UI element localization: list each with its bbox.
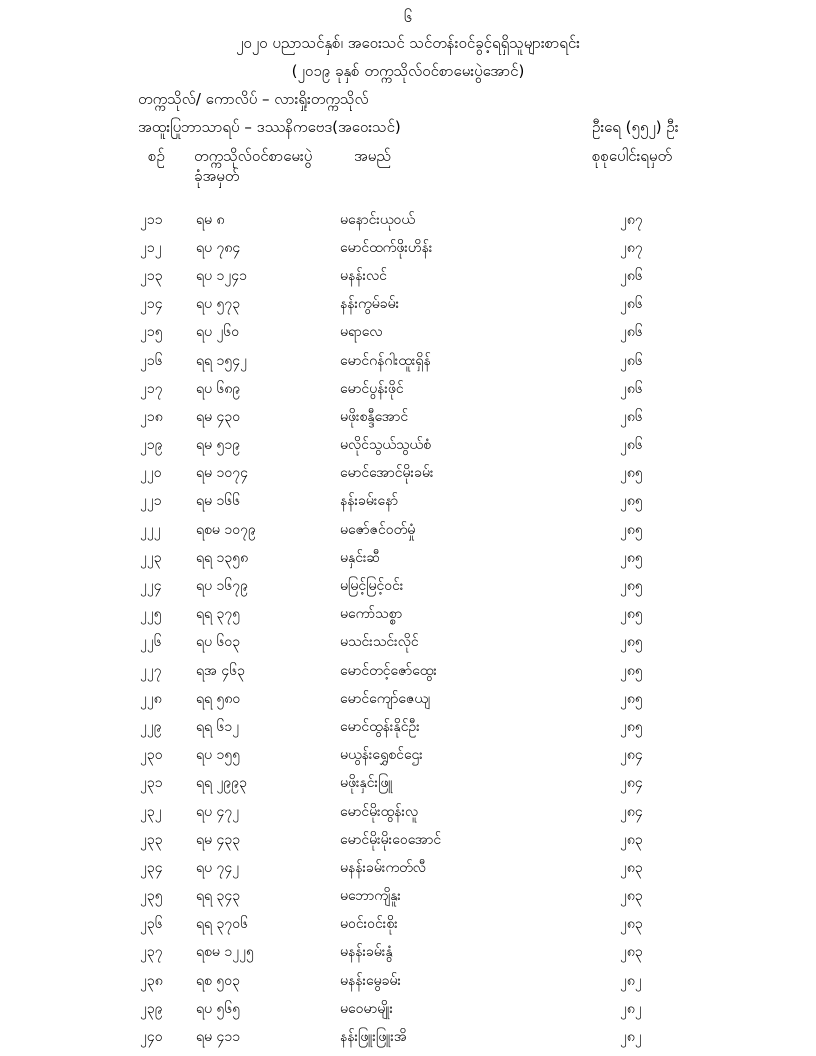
row-number: ၂၃၁ [140, 775, 163, 792]
total-marks: ၂၈၄ [620, 803, 643, 820]
table-row [140, 234, 680, 262]
total-marks: ၂၈၅ [620, 606, 643, 623]
student-name: မဖိုးစန္ဒီအောင် [340, 408, 409, 425]
department-label: အထူးပြုဘာသာရပ် – ဒဿနိကဗေဒ(အဝေးသင်) [138, 118, 401, 136]
table-row [140, 432, 680, 460]
student-name: မမြင့်မြင့်ဝင်း [340, 578, 404, 595]
column-header-no: စဉ် [148, 147, 165, 165]
total-marks: ၂၈၂ [620, 1029, 642, 1046]
table-row [140, 516, 680, 544]
row-number: ၂၁၂ [140, 239, 162, 256]
row-number: ၂၂၈ [140, 690, 162, 707]
table-row [140, 1023, 680, 1051]
total-marks: ၂၈၆ [620, 296, 643, 313]
roll-number: ရပ ၇၈၄ [196, 239, 241, 256]
roll-number: ရပ ၅၆၅ [196, 1000, 241, 1017]
row-number: ၂၃၃ [140, 831, 163, 848]
total-marks: ၂၈၃ [620, 916, 643, 933]
total-marks: ၂၈၆ [620, 380, 643, 397]
table-row [140, 460, 680, 488]
row-number: ၂၂၀ [140, 465, 162, 482]
table-row [140, 572, 680, 600]
student-name: မောင်ထွန်းနိုင်ဦး [340, 718, 420, 735]
roll-number: ရပ ၆၈၉ [196, 380, 241, 397]
total-marks: ၂၈၅ [620, 662, 643, 679]
column-header-marks: စုစုပေါင်းရမှတ် [592, 147, 673, 165]
row-number: ၂၁၆ [140, 352, 163, 369]
total-marks: ၂၈၇ [620, 239, 643, 256]
student-name: မယွန်းရွှေစင်ဌေး [340, 747, 423, 764]
roll-number: ရမ ၈ [196, 211, 225, 228]
total-marks: ၂၈၆ [620, 267, 643, 284]
roll-number: ရရ ၃၄၃ [196, 888, 241, 905]
row-number: ၂၁၁ [140, 211, 163, 228]
roll-number: ရစ ၅၀၃ [196, 972, 240, 989]
roll-number: ရပ ၄၇၂ [196, 803, 240, 820]
student-name: မောင်ပွန်းဖိုင် [340, 380, 404, 397]
row-number: ၂၁၅ [140, 324, 163, 341]
row-number: ၂၃၉ [140, 1000, 163, 1017]
roll-number: ရမ ၄၁၁ [196, 1029, 241, 1046]
table-row [140, 206, 680, 234]
total-marks: ၂၈၅ [620, 549, 643, 566]
document-title-year: (၂၀၁၉ ခုနှစ် တက္ကသိုလ်ဝင်စာမေးပွဲအောင်) [291, 62, 525, 80]
row-number: ၂၂၅ [140, 606, 162, 623]
row-number: ၂၂၂ [140, 521, 161, 538]
roll-number: ရရ ၃၇၀၆ [196, 916, 249, 933]
roll-number: ရပ ၁၅၅ [196, 747, 241, 764]
student-name: မဖိုးနှင်းဖြူ [340, 775, 393, 792]
student-name: နန်းခမ်းနော် [340, 493, 399, 510]
total-marks: ၂၈၆ [620, 352, 643, 369]
total-marks: ၂၈၅ [620, 690, 643, 707]
student-name: မဘောကျိနူး [340, 888, 401, 905]
student-name: မနန်းလင် [340, 267, 387, 284]
table-row [140, 911, 680, 939]
table-row [140, 967, 680, 995]
row-number: ၂၁၈ [140, 408, 163, 425]
table-row [140, 601, 680, 629]
roll-number: ရရ ၁၅၄၂ [196, 352, 248, 369]
roll-number: ရရ ၅၈၀ [196, 690, 241, 707]
row-number: ၂၁၄ [140, 296, 163, 313]
table-row [140, 544, 680, 572]
roll-number: ရစမ ၁၀၇၉ [196, 521, 256, 538]
table-row [140, 713, 680, 741]
table-row [140, 291, 680, 319]
total-marks: ၂၈၆ [620, 324, 643, 341]
total-marks: ၂၈၅ [620, 578, 643, 595]
student-name: မောင်ဂန်ဂါးထူးရှိန် [340, 352, 431, 369]
roll-number: ရမ ၅၁၉ [196, 437, 241, 454]
table-row [140, 319, 680, 347]
student-name: မလိုင်သွယ်သွယ်စံ [340, 437, 432, 454]
row-number: ၂၁၉ [140, 437, 163, 454]
row-number: ၂၂၄ [140, 578, 162, 595]
student-name: မနန်းမွေခမ်း [340, 972, 402, 989]
total-marks: ၂၈၃ [620, 859, 643, 876]
total-marks: ၂၈၅ [620, 521, 643, 538]
roll-number: ရမ ၁၆၆ [196, 493, 241, 510]
row-number: ၂၄၀ [140, 1029, 163, 1046]
roll-number: ရရ ၆၁၂ [196, 718, 240, 735]
row-number: ၂၂၆ [140, 634, 162, 651]
table-row [140, 375, 680, 403]
total-marks: ၂၈၂ [620, 1000, 642, 1017]
table-row [140, 488, 680, 516]
university-label: တက္ကသိုလ်/ ကောလိပ် – လားရှိုးတက္ကသိုလ် [138, 90, 369, 108]
row-number: ၂၃၇ [140, 944, 163, 961]
column-header-name: အမည် [354, 147, 391, 165]
total-marks: ၂၈၅ [620, 718, 643, 735]
table-row [140, 685, 680, 713]
roll-number: ရပ ၁၆၇၉ [196, 578, 248, 595]
student-name: မောင်ကျော်ဇေယျ [340, 690, 431, 707]
roll-number: ရပ ၇၄၂ [196, 859, 240, 876]
student-name: မောင်တင့်ဇော်ထွေး [340, 662, 437, 679]
column-header-roll: တက္ကသိုလ်ဝင်စာမေးပွဲ ခုံအမှတ် [194, 147, 313, 185]
student-name: မောင်မိုးထွန်းလူ [340, 803, 419, 820]
document-title: ၂၀၂၀ ပညာသင်နှစ်၊ အဝေးသင် သင်တန်းဝင်ခွင့်ရရှိသူများစာရင်း [236, 34, 580, 52]
row-number: ၂၃၅ [140, 888, 163, 905]
table-row [140, 347, 680, 375]
table-row [140, 262, 680, 290]
table-row [140, 629, 680, 657]
student-name: မနန်းခမ်းကတ်လီ [340, 859, 426, 876]
student-name: မောင်ထက်ဖိုးဟိန်း [340, 239, 433, 256]
total-marks: ၂၈၅ [620, 493, 643, 510]
total-marks: ၂၈၃ [620, 944, 643, 961]
row-number: ၂၂၇ [140, 662, 162, 679]
row-number: ၂၁၃ [140, 267, 163, 284]
student-name: မဝေမာမျိုး [340, 1000, 393, 1017]
row-number: ၂၃၂ [140, 803, 162, 820]
roll-number: ရမ ၁၀၇၄ [196, 465, 248, 482]
total-marks: ၂၈၂ [620, 972, 642, 989]
student-name: မနန်းခမ်းနွံ [340, 944, 393, 961]
table-row [140, 770, 680, 798]
results-table [140, 206, 680, 1052]
row-number: ၂၂၉ [140, 718, 162, 735]
student-name: မဇော်ဇင်ဝတ်မှုံ [340, 521, 416, 538]
student-name: မဝင်းဝင်းစိုး [340, 916, 398, 933]
results-table-body [140, 206, 680, 1052]
row-number: ၂၃၆ [140, 916, 163, 933]
row-number: ၂၂၁ [140, 493, 162, 510]
student-name: မောင်မိုးမိုးဝေအောင် [340, 831, 442, 848]
table-row [140, 403, 680, 431]
student-name: မရာလေ [340, 324, 383, 341]
roll-number: ရအ ၄၆၃ [196, 662, 245, 679]
student-name: မသင်းသင်းလိုင် [340, 634, 419, 651]
student-name: နန်းဖြူးဖြူးအိ [340, 1029, 407, 1046]
row-number: ၂၃၈ [140, 972, 163, 989]
table-row [140, 854, 680, 882]
roll-number: ရပ ၅၇၃ [196, 296, 241, 313]
student-name: မောင်အောင်မိုးခမ်း [340, 465, 434, 482]
total-marks: ၂၈၄ [620, 747, 643, 764]
table-row [140, 798, 680, 826]
table-row [140, 657, 680, 685]
total-marks: ၂၈၄ [620, 775, 643, 792]
total-marks: ၂၈၇ [620, 211, 643, 228]
table-row [140, 742, 680, 770]
total-marks: ၂၈၃ [620, 831, 643, 848]
row-number: ၂၁၇ [140, 380, 163, 397]
roll-number: ရပ ၂၆၀ [196, 324, 240, 341]
roll-number: ရပ ၁၂၄၁ [196, 267, 247, 284]
total-marks: ၂၈၃ [620, 888, 643, 905]
student-name: မနောင်းယုဝယ် [340, 211, 415, 228]
total-marks: ၂၈၆ [620, 437, 643, 454]
student-name: နန်းကွမ်ခမ်း [340, 296, 400, 313]
table-row [140, 939, 680, 967]
roll-number: ရမ ၄၃၀ [196, 408, 241, 425]
roll-number: ရပ ၆၀၃ [196, 634, 241, 651]
student-name: မကော်သစ္စာ [340, 606, 403, 623]
total-marks: ၂၈၅ [620, 465, 643, 482]
row-number: ၂၃၀ [140, 747, 163, 764]
roll-number: ရရ ၁၃၅၈ [196, 549, 249, 566]
table-row [140, 883, 680, 911]
table-row [140, 995, 680, 1023]
total-count: ဦးရေ (၅၅၂) ဦး [592, 118, 679, 136]
table-row [140, 826, 680, 854]
row-number: ၂၃၄ [140, 859, 163, 876]
student-name: မနှင်းဆီ [340, 549, 381, 566]
total-marks: ၂၈၆ [620, 408, 643, 425]
roll-number: ရမ ၄၃၃ [196, 831, 241, 848]
roll-number: ရစမ ၁၂၂၅ [196, 944, 254, 961]
total-marks: ၂၈၅ [620, 634, 643, 651]
row-number: ၂၂၃ [140, 549, 162, 566]
roll-number: ရရ ၂၉၉၃ [196, 775, 248, 792]
roll-number: ရရ ၃၇၅ [196, 606, 241, 623]
page-number: ၆ [403, 8, 413, 26]
